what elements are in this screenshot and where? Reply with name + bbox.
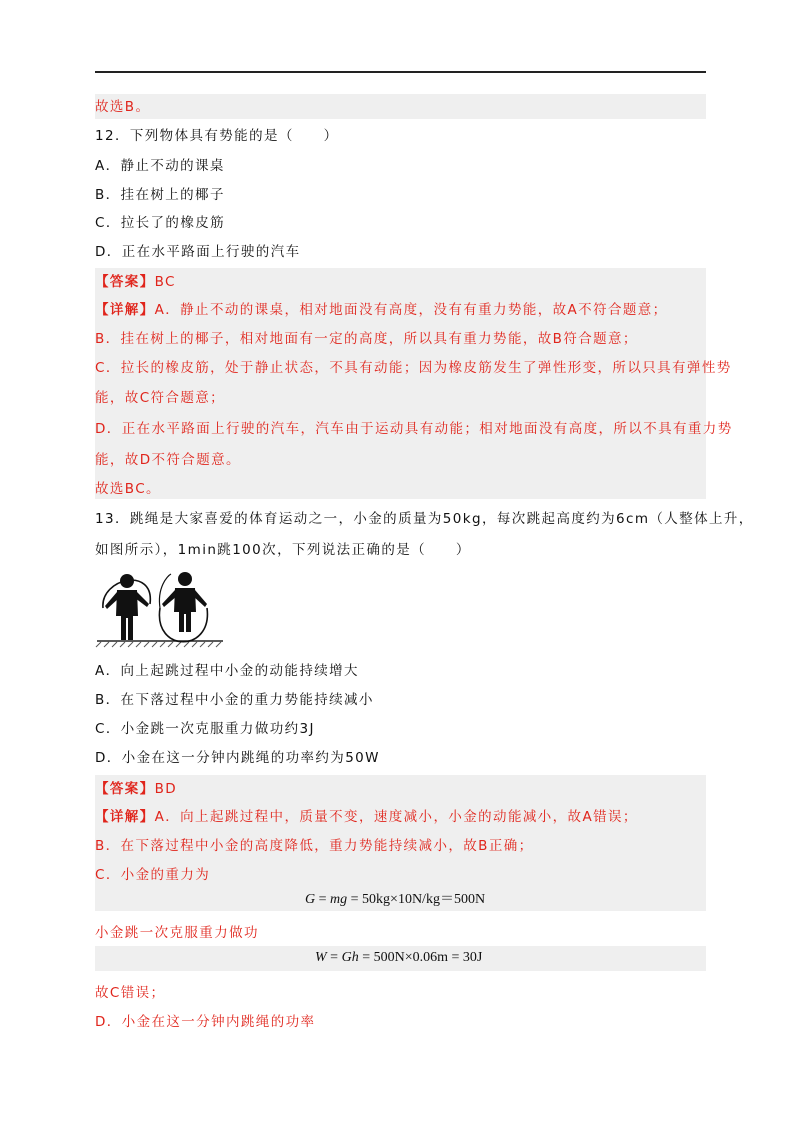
- q12-answer: [95, 272, 176, 292]
- q13-detail-line-3: C．小金的重力为: [95, 867, 211, 883]
- q12-answer-label: 【答案】: [95, 274, 155, 290]
- q13-detail-line-2: B．在下落过程中小金的高度降低，重力势能持续减小，故B正确；: [95, 838, 534, 854]
- formula-work-eq: =: [326, 950, 342, 965]
- q12-detail-line-3: C．拉长的橡皮筋，处于静止状态，不具有动能；因为橡皮筋发生了弹性形变，所以只具有弹性势: [95, 360, 732, 376]
- formula-gravity: [305, 890, 485, 910]
- q13-option-a: A．向上起跳过程中小金的动能持续增大: [95, 663, 359, 679]
- q13-option-c: C．小金跳一次克服重力做功约3J: [95, 721, 315, 737]
- q13-option-b: B．在下落过程中小金的重力势能持续减小: [95, 692, 374, 708]
- formula-gravity-eq: =: [315, 892, 331, 907]
- formula-work-rhs: = 500N×0.06m = 30J: [358, 950, 483, 965]
- formula-gravity-rhs: = 50kg×10N/kg＝500N: [347, 892, 486, 907]
- q13-c-conclusion: 故C错误；: [95, 985, 166, 1001]
- q13-option-d: D．小金在这一分钟内跳绳的功率约为50W: [95, 750, 380, 766]
- q12-detail-line-1: [95, 300, 668, 320]
- q13-work-intro: 小金跳一次克服重力做功: [95, 925, 259, 941]
- q12-conclusion: 故选BC。: [95, 481, 161, 497]
- q12-stem: 12．下列物体具有势能的是（ ）: [95, 128, 339, 144]
- q13-detail-label: 【详解】: [95, 809, 155, 825]
- formula-gravity-lhs: G: [305, 892, 316, 907]
- rope-jumping-figures-icon: [95, 568, 225, 648]
- q12-option-a: A．静止不动的课桌: [95, 158, 225, 174]
- q13-answer-value: BD: [154, 781, 178, 797]
- q12-detail-line-2: B．挂在树上的椰子，相对地面有一定的高度，所以具有重力势能，故B符合题意；: [95, 331, 638, 347]
- formula-work: [315, 948, 482, 968]
- formula-gravity-g: g: [340, 892, 348, 907]
- q12-option-d: D．正在水平路面上行驶的汽车: [95, 244, 301, 260]
- q13-detail-line-1: [95, 807, 638, 827]
- formula-work-G: G: [341, 950, 352, 965]
- q12-detail-line-4: 能，故C符合题意；: [95, 390, 226, 406]
- q13-stem-line-2: 如图所示），1min跳100次，下列说法正确的是（ ）: [95, 542, 471, 558]
- formula-work-h: h: [351, 950, 359, 965]
- q12-detail-line-6: 能，故D不符合题意。: [95, 452, 241, 468]
- q13-detail-text-1: A．向上起跳过程中，质量不变，速度减小，小金的动能减小，故A错误；: [154, 809, 638, 825]
- q13-stem-line-1: 13．跳绳是大家喜爱的体育运动之一，小金的质量为50kg，每次跳起高度约为6cm（人整体上升，: [95, 511, 754, 527]
- q12-detail-text-1: A．静止不动的课桌，相对地面没有高度，没有有重力势能，故A不符合题意；: [154, 302, 668, 318]
- q13-answer-label: 【答案】: [95, 781, 155, 797]
- formula-gravity-m: m: [330, 892, 341, 907]
- q12-detail-line-5: D．正在水平路面上行驶的汽车，汽车由于运动具有动能；相对地面没有高度，所以不具有重力势: [95, 421, 733, 437]
- q12-answer-value: BC: [154, 274, 176, 290]
- formula-work-lhs: W: [315, 950, 327, 965]
- prev-answer-box: [95, 94, 706, 119]
- q12-option-c: C．拉长了的橡皮筋: [95, 215, 226, 231]
- q12-option-b: B．挂在树上的椰子: [95, 187, 225, 203]
- q13-answer: [95, 779, 177, 799]
- prev-conclusion: 故选B。: [95, 99, 151, 115]
- q12-detail-label: 【详解】: [95, 302, 155, 318]
- q13-d-intro: D．小金在这一分钟内跳绳的功率: [95, 1014, 316, 1030]
- header-rule: [95, 71, 706, 73]
